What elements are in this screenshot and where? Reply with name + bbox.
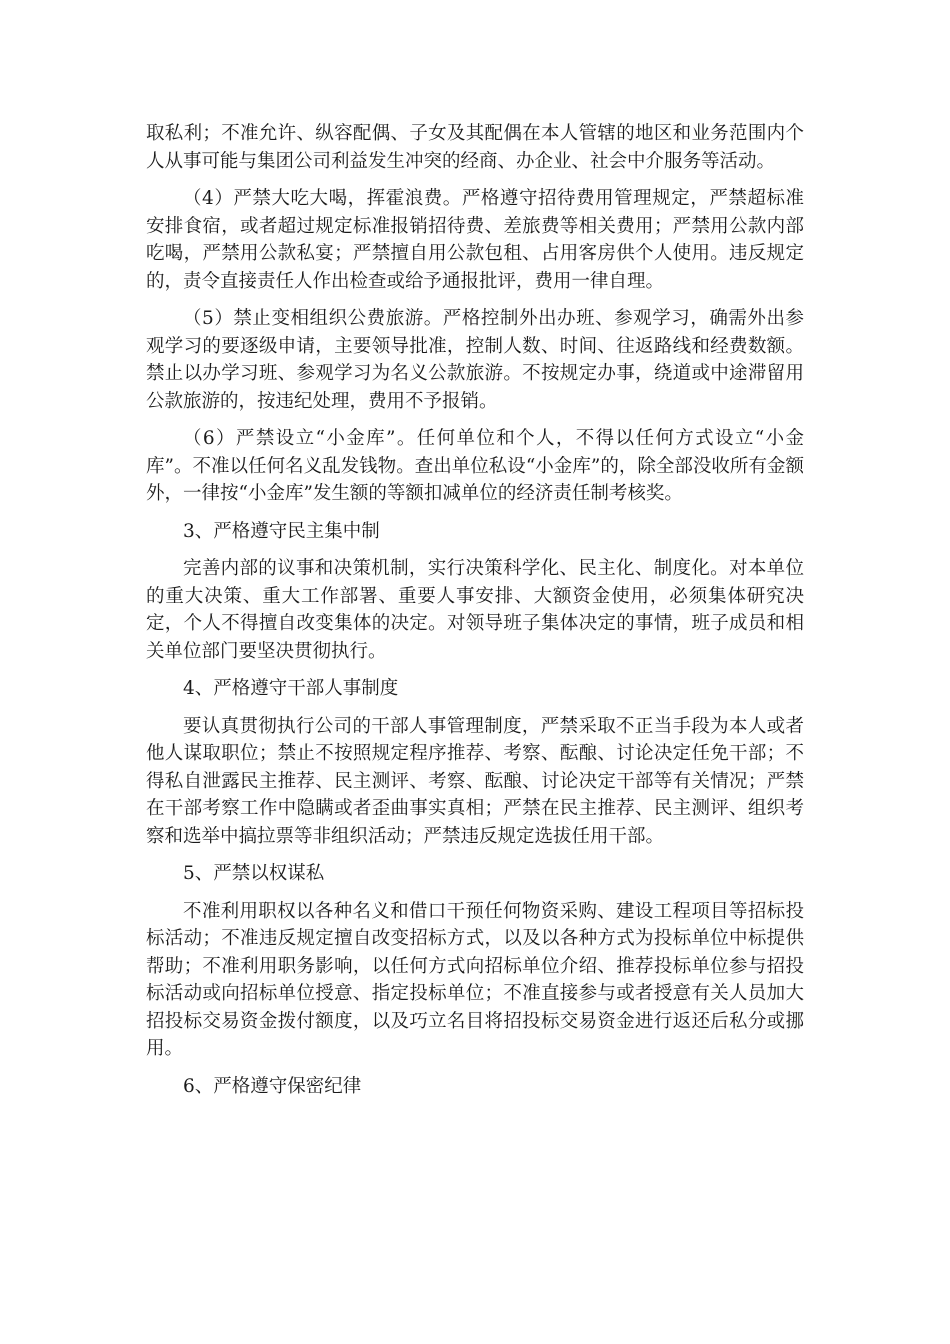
document-body — [146, 120, 804, 1110]
paragraph-section-3: 完善内部的议事和决策机制，实行决策科学化、民主化、制度化。对本单位的重大决策、重大工作部署、重要人事安排、大额资金使用，必须集体研究决定，个人不得擅自改变集体的决定。对领导班子集体决定的事情，班子成员和相关单位部门要坚决贯彻执行。 — [146, 558, 804, 662]
paragraph-continuation: 取私利；不准允许、纵容配偶、子女及其配偶在本人管辖的地区和业务范围内个人从事可能与集团公司利益发生冲突的经商、办企业、社会中介服务等活动。 — [146, 123, 804, 172]
section-heading-5: 5、严禁以权谋私 — [183, 863, 325, 884]
paragraph-section-4: 要认真贯彻执行公司的干部人事管理制度，严禁采取不正当手段为本人或者他人谋取职位；禁止不按照规定程序推荐、考察、酝酿、讨论决定任免干部；不得私自泄露民主推荐、民主测评、考察、酝酿、讨论决定干部等有关情况；严禁在干部考察工作中隐瞒或者歪曲事实真相；严禁在民主推荐、民主测评、组织考察和选举中搞拉票等非组织活动；严禁违反规定选拔任用干部。 — [146, 715, 804, 847]
section-heading-4: 4、严格遵守干部人事制度 — [183, 678, 399, 699]
paragraph-item-4: （4）严禁大吃大喝，挥霍浪费。严格遵守招待费用管理规定，严禁超标准安排食宿，或者超过规定标准报销招待费、差旅费等相关费用；严禁用公款内部吃喝，严禁用公款私宴；严禁擅自用公款包租、占用客房供个人使用。违反规定的，责令直接责任人作出检查或给予通报批评，费用一律自理。 — [146, 188, 804, 292]
paragraph-item-5: （5）禁止变相组织公费旅游。严格控制外出办班、参观学习，确需外出参观学习的要逐级申请，主要领导批准，控制人数、时间、往返路线和经费数额。禁止以办学习班、参观学习为名义公款旅游。不按规定办事，绕道或中途滞留用公款旅游的，按违纪处理，费用不予报销。 — [146, 308, 804, 412]
section-heading-3: 3、严格遵守民主集中制 — [183, 520, 380, 542]
paragraph-item-6: （6）严禁设立“小金库”。任何单位和个人，不得以任何方式设立“小金库”。不准以任何名义乱发钱物。查出单位私设“小金库”的，除全部没收所有金额外，一律按“小金库”发生额的等额扣减单位的经济责任制考核奖。 — [146, 428, 804, 504]
section-heading-6: 6、严格遵守保密纪律 — [183, 1075, 362, 1097]
paragraph-section-5: 不准利用职权以各种名义和借口干预任何物资采购、建设工程项目等招标投标活动；不准违反规定擅自改变招标方式，以及以各种方式为投标单位中标提供帮助；不准利用职务影响，以任何方式向招标单位介绍、推荐投标单位参与招投标活动或向招标单位授意、指定投标单位；不准直接参与或者授意有关人员加大招投标交易资金拨付额度，以及巧立名目将招投标交易资金进行返还后私分或挪用。 — [146, 900, 804, 1059]
